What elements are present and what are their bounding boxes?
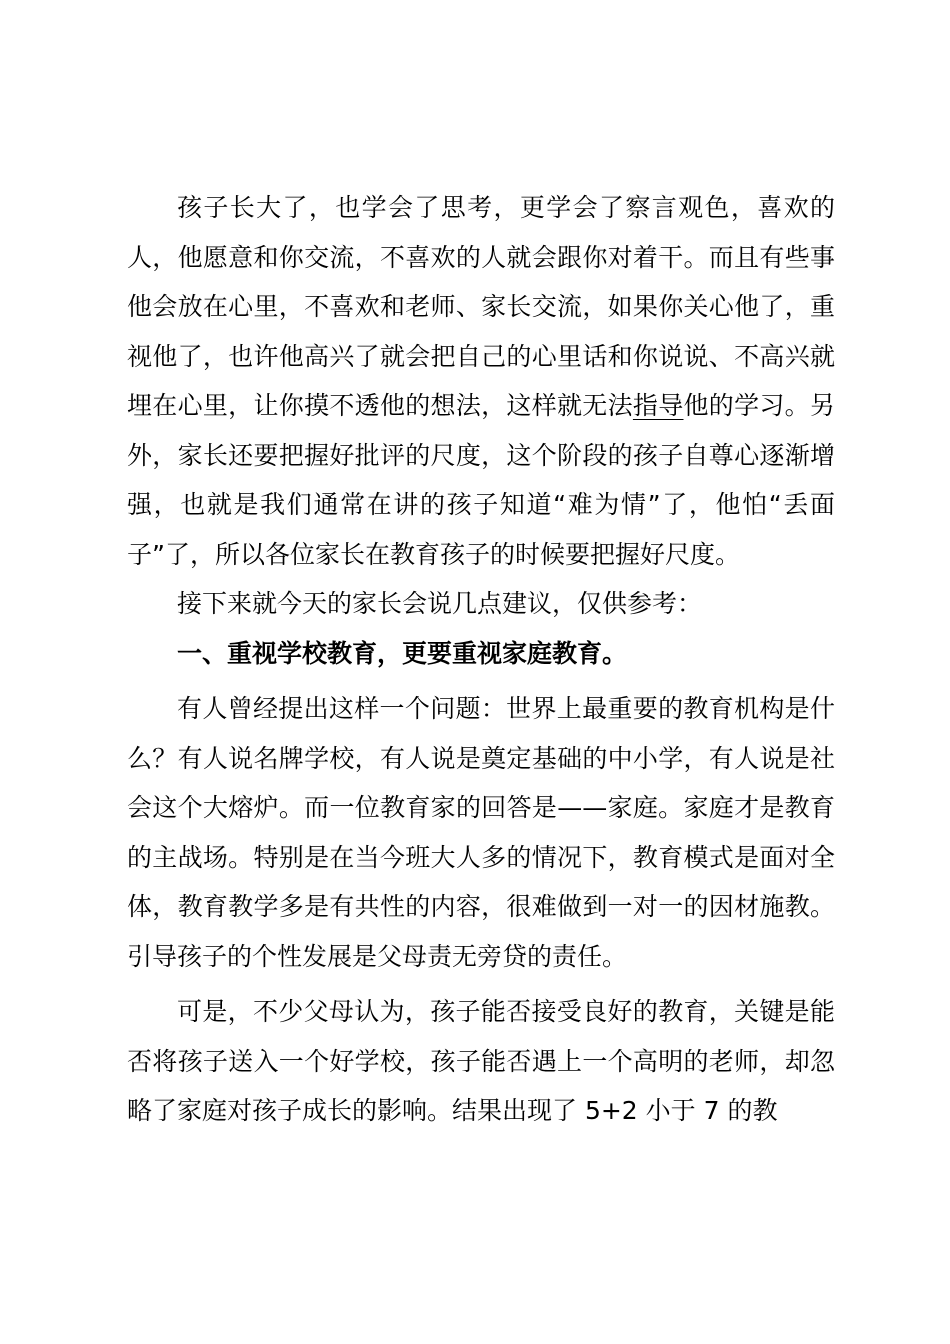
underlined-term: 指导: [632, 391, 684, 420]
paragraph-child-growth: [127, 183, 835, 579]
paragraph-parents-belief: 可是，不少父母认为，孩子能否接受良好的教育，关键是能否将孩子送入一个好学校，孩子能否遇上一个高明的老师，却忽略了家庭对孩子成长的影响。结果出现了 5+2 小于 7 的教: [127, 997, 835, 1125]
document-page: [127, 183, 835, 1136]
paragraph-child-growth-part2: 他的学习。另外，家长还要把握好批评的尺度，这个阶段的孩子自尊心逐渐增强，也就是我们通常在讲的孩子知道“难为情”了，他怕“丢面子”了，所以各位家长在教育孩子的时候要把握好尺度。: [127, 391, 835, 569]
section-heading-one: 一、重视学校教育，更要重视家庭教育。: [177, 638, 628, 668]
paragraph-family-education: 有人曾经提出这样一个问题：世界上最重要的教育机构是什么？有人说名牌学校，有人说是奠定基础的中小学，有人说是社会这个大熔炉。而一位教育家的回答是——家庭。家庭才是教育的主战场。特别是在当今班大人多的情况下，教育模式是面对全体，教育教学多是有共性的内容，很难做到一对一的因材施教。引导孩子的个性发展是父母责无旁贷的责任。: [127, 694, 835, 971]
paragraph-suggestions-intro: 接下来就今天的家长会说几点建议，仅供参考：: [177, 589, 703, 618]
paragraph-child-growth-part1: 孩子长大了，也学会了思考，更学会了察言观色，喜欢的人，他愿意和你交流，不喜欢的人就会跟你对着干。而且有些事他会放在心里，不喜欢和老师、家长交流，如果你关心他了，重视他了，也许他高兴了就会把自己的心里话和你说说、不高兴就埋在心里，让你摸不透他的想法，这样就无法: [127, 193, 835, 420]
